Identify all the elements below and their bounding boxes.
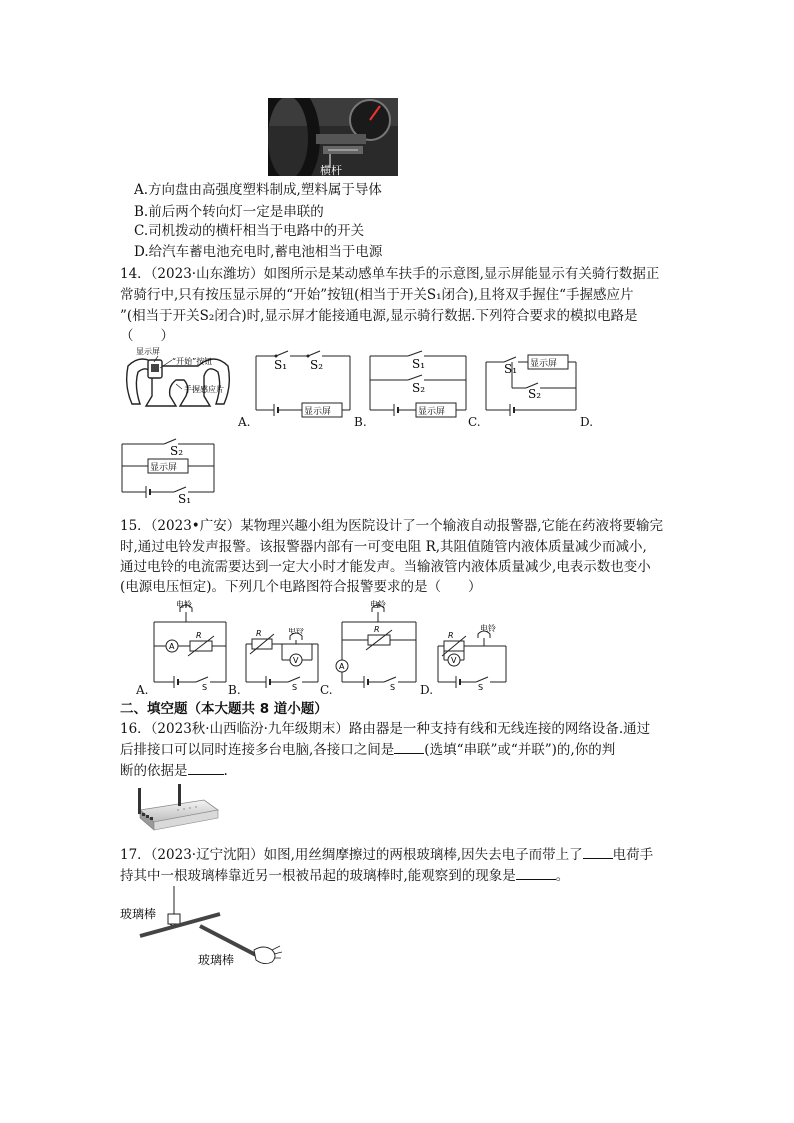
switch-s-label: S — [202, 683, 208, 690]
q16-text: 后排接口可以同时连接多台电脑,各接口之间是 — [120, 742, 395, 758]
screen-label: 显示屏 — [418, 407, 446, 417]
q17-stem-line-1 — [120, 845, 653, 865]
q14-stem-line-4: （ ） — [120, 328, 174, 344]
voltmeter-label: V — [293, 656, 299, 665]
q15-letter-b: B. — [228, 683, 241, 697]
router-image — [134, 784, 220, 834]
start-button-callout: “开始”按钮 — [172, 357, 213, 366]
screen-label: 显示屏 — [304, 407, 332, 417]
q13-option-b: B.前后两个转向灯一定是串联的 — [134, 204, 324, 220]
switch-s1-label: S₁ — [412, 357, 426, 371]
lever-caption: 横杆 — [320, 164, 342, 176]
switch-s2-label: S₂ — [170, 444, 184, 458]
q14-letter-d: D. — [580, 415, 594, 429]
glass-rod-diagram — [118, 884, 288, 970]
q17-text: 。 — [555, 868, 570, 884]
resistor-r-label: R — [448, 631, 454, 640]
ammeter-label: A — [339, 662, 345, 671]
q16-stem-line-2 — [120, 740, 615, 760]
q16-stem-line-1: 16．（2023秋·山西临汾·九年级期末）路由器是一种支持有线和无线连接的网络设备.通过 — [120, 721, 651, 737]
q15-circuit-d — [434, 620, 510, 690]
switch-s-label: S — [390, 683, 396, 690]
bell-label: 电铃 — [176, 600, 192, 609]
switch-s1-label: S₁ — [504, 362, 518, 376]
resistor-r-label: R — [196, 631, 202, 640]
q17-text: 持其中一根玻璃棒靠近另一根被吊起的玻璃棒时,能观察到的现象是 — [120, 868, 516, 884]
voltmeter-label: V — [451, 656, 457, 665]
switch-s2-label: S₂ — [412, 381, 426, 395]
q15-letter-a: A. — [136, 683, 149, 697]
switch-s-label: S — [292, 683, 298, 690]
q14-circuit-c — [484, 350, 580, 420]
q14-letter-a: A. — [238, 415, 251, 429]
screen-label: 显示屏 — [530, 359, 558, 369]
steering-photo — [268, 98, 398, 176]
q14-stem-line-3: ”(相当于开关S₂闭合)时,显示屏才能接通电源,显示骑行数据.下列符合要求的模拟电路是 — [120, 308, 638, 324]
q15-letter-c: C. — [320, 683, 333, 697]
q17-answer-blank-2[interactable] — [516, 879, 556, 880]
q15-stem-line-1: 15．（2023•广安）某物理兴趣小组为医院设计了一个输液自动报警器,它能在药液将要输完 — [120, 518, 664, 534]
q14-letter-c: C. — [468, 415, 481, 429]
q16-stem-line-3 — [120, 761, 228, 781]
q17-text: 电荷手 — [612, 847, 654, 863]
q15-letter-d: D. — [420, 683, 434, 697]
q17-stem-line-2 — [120, 866, 569, 886]
q14-stem-line-1: 14．（2023·山东潍坊）如图所示是某动感单车扶手的示意图,显示屏能显示有关骑行数据正 — [120, 266, 660, 282]
q15-circuit-c — [334, 598, 420, 690]
switch-s1-label: S₁ — [178, 492, 192, 506]
q16-text: 断的依据是 — [120, 763, 188, 779]
q15-stem-line-2: 时,通过电铃发声报警。该报警器内部有一可变电阻 R,其阻值随管内液体质量减少而减小, — [120, 539, 647, 555]
resistor-r-label: R — [374, 625, 380, 634]
q14-circuit-a — [252, 350, 356, 420]
q13-option-d: D.给汽车蓄电池充电时,蓄电池相当于电源 — [134, 244, 383, 260]
switch-s2-label: S₂ — [528, 387, 542, 401]
glass-rod-label-handheld: 玻璃棒 — [198, 953, 235, 967]
q14-circuit-b — [368, 350, 472, 420]
q15-stem-line-3: 通过电铃的电流需要达到一定大小时才能发声。当输液管内液体质量减少,电表示数也变小 — [120, 559, 651, 575]
switch-s-label: S — [478, 683, 484, 690]
q17-text: 17．（2023·辽宁沈阳）如图,用丝绸摩擦过的两根玻璃棒,因失去电子而带上了 — [120, 847, 583, 863]
section-2-title: 二、填空题（本大题共 8 道小题） — [120, 701, 328, 717]
q16-text: . — [223, 763, 228, 779]
q15-stem-line-4: (电源电压恒定)。下列几个电路图符合报警要求的是（ ） — [120, 579, 482, 595]
bell-label: 电铃 — [370, 600, 386, 609]
q16-text: (选填“串联”或“并联”)的,你的判 — [424, 742, 616, 758]
q13-option-c: C.司机拨动的横杆相当于电路中的开关 — [134, 223, 365, 239]
q15-circuit-a — [150, 598, 230, 690]
switch-s2-label: S₂ — [310, 358, 324, 372]
bell-label: 电铃 — [480, 624, 496, 633]
q15-circuit-b — [242, 628, 322, 690]
ammeter-label: A — [169, 642, 175, 651]
q13-option-a: A.方向盘由高强度塑料制成,塑料属于导体 — [134, 182, 382, 198]
q16-answer-blank-2[interactable] — [188, 774, 224, 775]
q17-answer-blank-1[interactable] — [583, 858, 613, 859]
screen-callout: 显示屏 — [136, 347, 160, 356]
q14-circuit-d — [120, 436, 220, 506]
q14-stem-line-2: 常骑行中,只有按压显示屏的“开始”按钮(相当于开关S₁闭合),且将双手握住“手握感应片 — [120, 287, 634, 303]
bike-handle-diagram — [118, 346, 240, 412]
bell-label: 电铃 — [288, 628, 304, 635]
switch-s1-label: S₁ — [274, 358, 288, 372]
q16-answer-blank-1[interactable] — [394, 753, 424, 754]
q14-letter-b: B. — [354, 415, 367, 429]
resistor-r-label: R — [256, 629, 262, 638]
sensor-callout: 手握感应片 — [184, 385, 224, 394]
glass-rod-label-hanging: 玻璃棒 — [120, 907, 157, 921]
screen-label: 显示屏 — [150, 463, 178, 473]
